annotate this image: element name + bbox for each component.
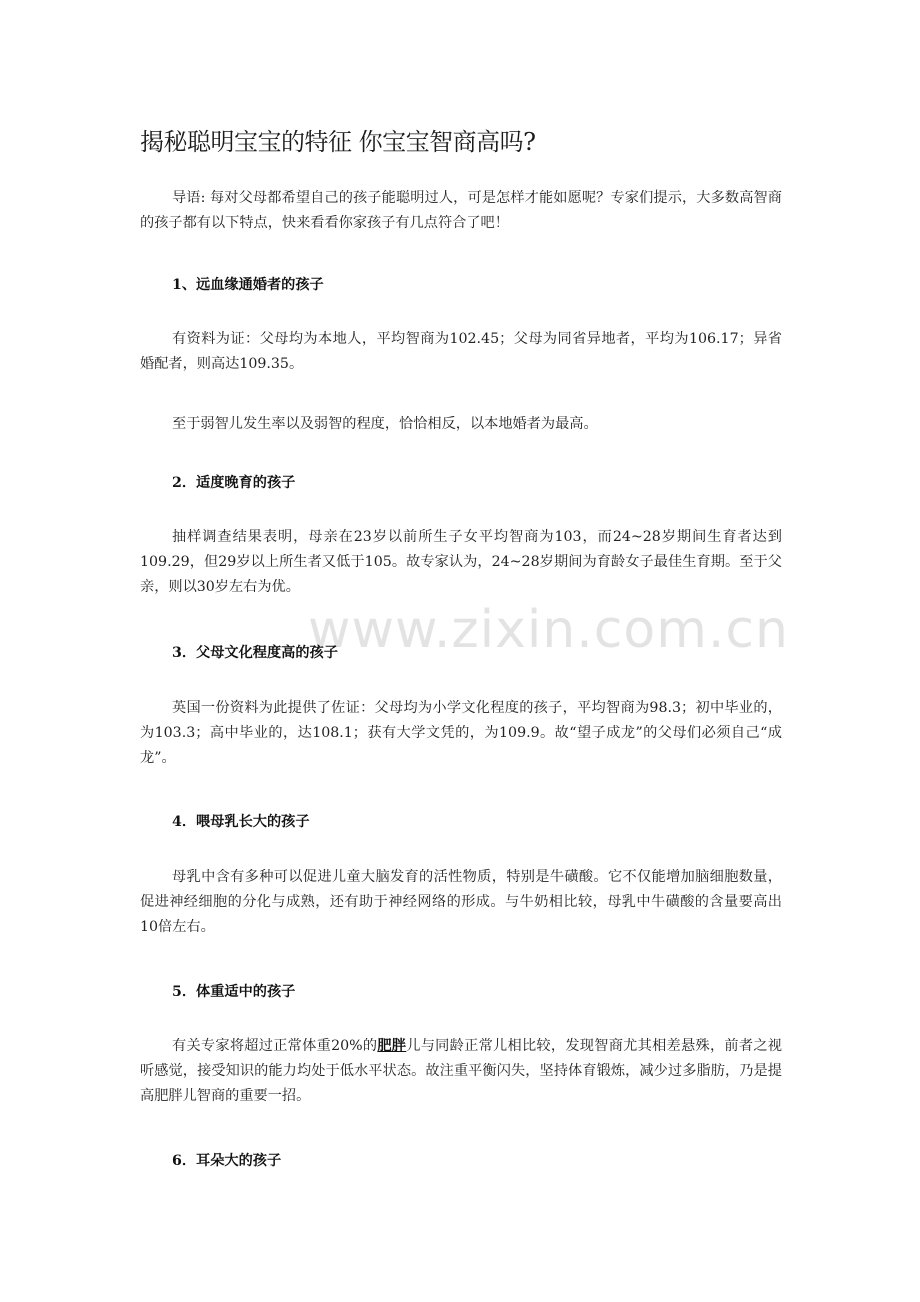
page-title: 揭秘聪明宝宝的特征 你宝宝智商高吗? [140,128,536,156]
section-heading-1: 1、远血缘通婚者的孩子 [172,277,324,293]
section-2-paragraph-1: 抽样调查结果表明，母亲在23岁以前所生子女平均智商为103，而24~28岁期间生育者达到109.29，但29岁以上所生者又低于105。故专家认为，24~28岁期间为育龄女子最佳生育期。至于父亲，则以30岁左右为优。 [140,529,782,595]
section-heading-2: 2．适度晚育的孩子 [172,475,296,491]
obesity-link[interactable]: 肥胖 [377,1038,407,1054]
intro-paragraph: 导语: 每对父母都希望自己的孩子能聪明过人，可是怎样才能如愿呢？专家们提示，大多数高智商的孩子都有以下特点，快来看看你家孩子有几点符合了吧！ [140,190,782,231]
section-1-paragraph-1: 有资料为证：父母均为本地人，平均智商为102.45；父母为同省异地者，平均为106.17；异省婚配者，则高达109.35。 [140,331,782,372]
section-5-paragraph-1 [140,1034,782,1109]
section-5-text-before-link: 有关专家将超过正常体重20%的 [172,1038,378,1054]
section-1-paragraph-2: 至于弱智儿发生率以及弱智的程度，恰恰相反，以本地婚者为最高。 [172,416,598,432]
watermark: www.zixin.com.cn [308,600,789,660]
section-heading-6: 6．耳朵大的孩子 [172,1153,282,1169]
section-heading-3: 3．父母文化程度高的孩子 [172,645,338,661]
section-3-paragraph-1: 英国一份资料为此提供了佐证：父母均为小学文化程度的孩子，平均智商为98.3；初中毕业的，为103.3；高中毕业的，达108.1；获有大学文凭的，为109.9。故“望子成龙”的父母们必须自己“成龙”。 [140,700,782,766]
section-5-text-after-link: 儿与同龄正常儿相比较，发现智商尤其相差悬殊，前者之视听感觉，接受知识的能力均处于低水平状态。故注重平衡闪失，坚持体育锻炼，减少过多脂肪，乃是提高肥胖儿智商的重要一招。 [140,1038,782,1104]
section-heading-5: 5．体重适中的孩子 [172,984,296,1000]
section-4-paragraph-1: 母乳中含有多种可以促进儿童大脑发育的活性物质，特别是牛磺酸。它不仅能增加脑细胞数量，促进神经细胞的分化与成熟，还有助于神经网络的形成。与牛奶相比较，母乳中牛磺酸的含量要高出10倍左右。 [140,869,782,935]
section-heading-4: 4．喂母乳长大的孩子 [172,814,310,830]
